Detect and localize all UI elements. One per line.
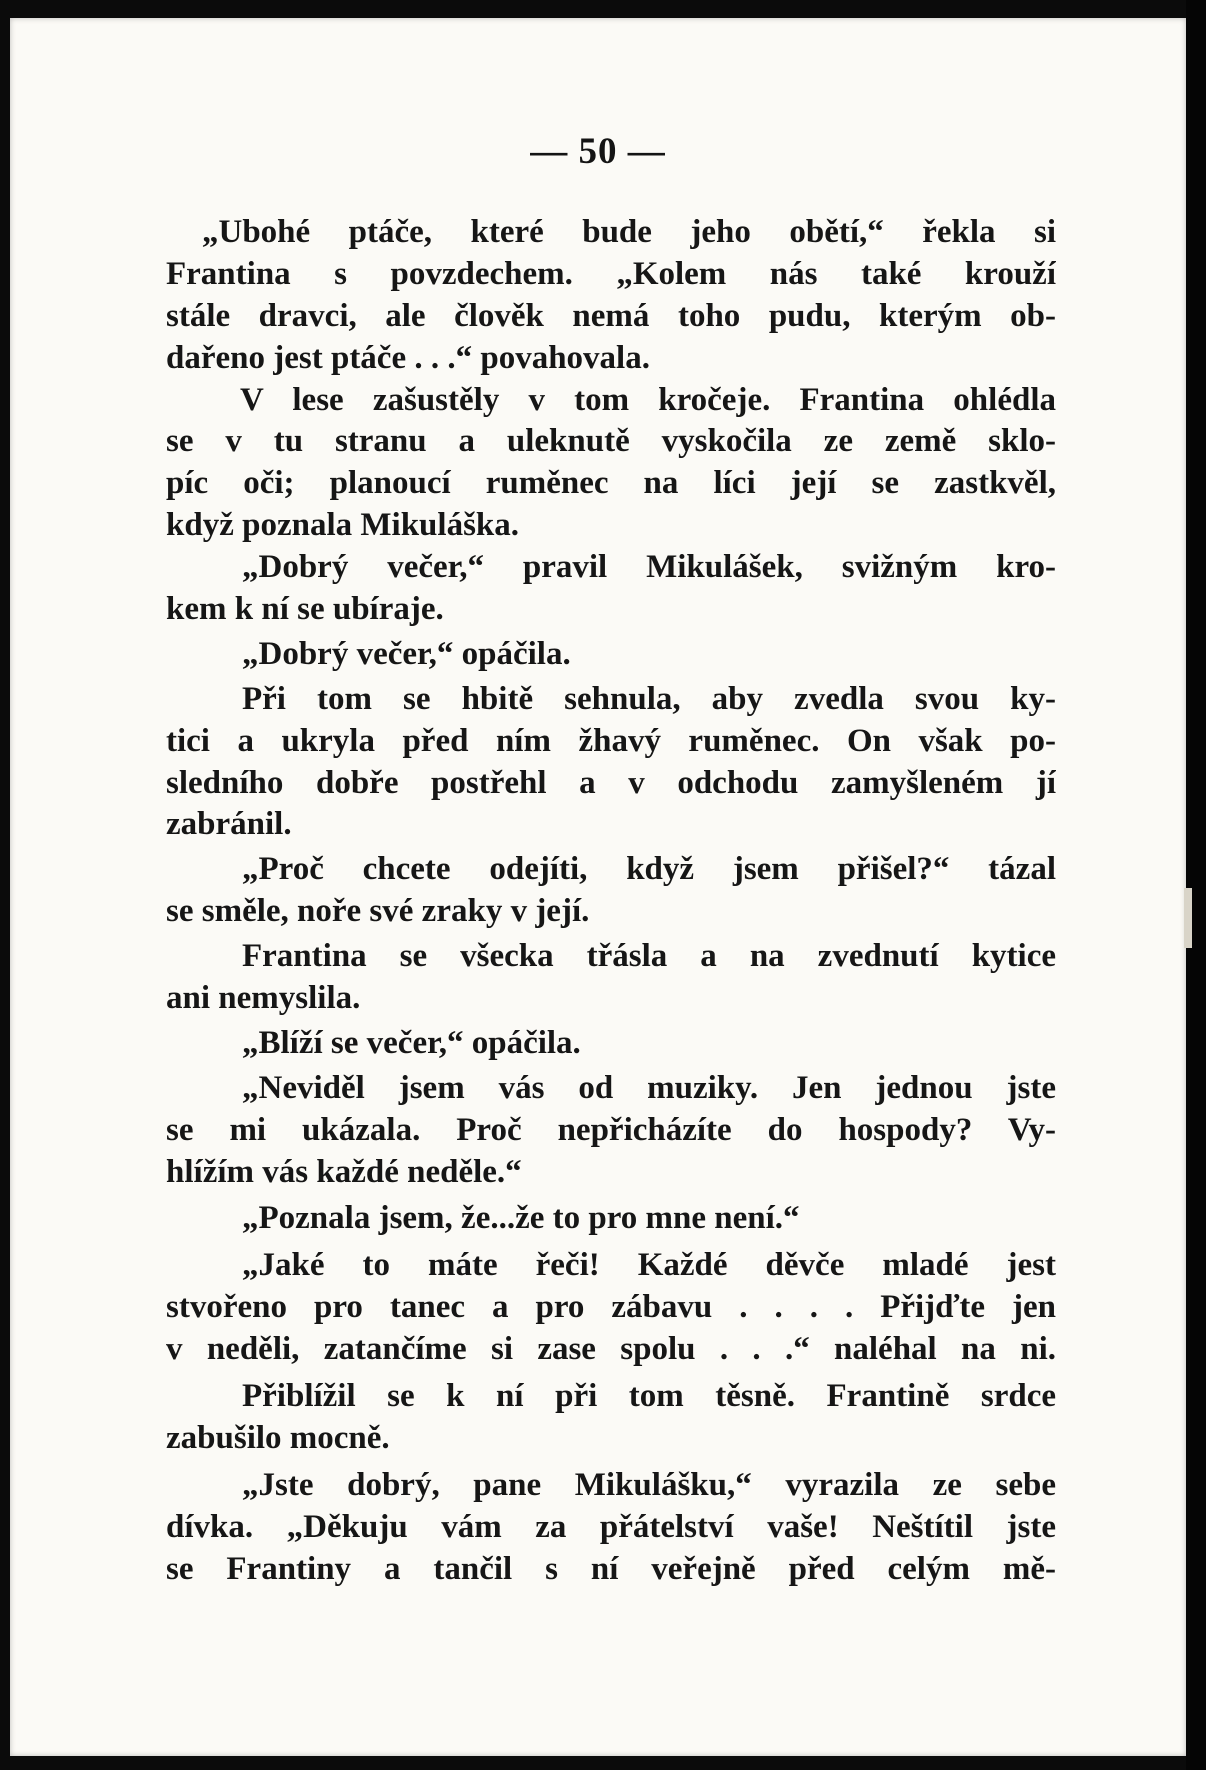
- text-line: Přiblížil se k ní při tom těsně. Frantině srdce: [242, 1378, 1056, 1415]
- text-line: stvořeno pro tanec a pro zábavu . . . . Přijďte jen: [166, 1289, 1056, 1326]
- text-line: stále dravci, ale člověk nemá toho pudu, kterým ob-: [166, 297, 1056, 334]
- text-line: Frantina s povzdechem. „Kolem nás také krouží: [166, 255, 1056, 292]
- text-line: „Dobrý večer,“ pravil Mikulášek, svižným kro-: [242, 549, 1056, 586]
- text-line: se mi ukázala. Proč nepřicházíte do hospody? Vy-: [166, 1111, 1056, 1148]
- text-line: dařeno jest ptáče . . .“ povahovala.: [166, 339, 650, 376]
- text-line: dívka. „Děkuju vám za přátelství vaše! Neštítil jste: [166, 1508, 1056, 1545]
- text-line: „Neviděl jsem vás od muziky. Jen jednou jste: [242, 1069, 1056, 1106]
- text-line: Frantina se všecka třásla a na zvednutí kytice: [242, 938, 1056, 975]
- text-line: „Poznala jsem, že...že to pro mne není.“: [242, 1200, 800, 1237]
- text-line: „Dobrý večer,“ opáčila.: [242, 635, 571, 672]
- book-page: [10, 18, 1186, 1756]
- text-line: když poznala Mikuláška.: [166, 507, 520, 544]
- text-line: „Jaké to máte řeči! Každé děvče mladé jest: [242, 1247, 1056, 1284]
- page-number: — 50 —: [530, 131, 666, 172]
- text-line: se směle, noře své zraky v její.: [166, 893, 590, 930]
- text-line: hlížím vás každé neděle.“: [166, 1153, 522, 1190]
- text-line: se v tu stranu a uleknutě vyskočila ze země sklo-: [166, 423, 1056, 460]
- text-line: kem k ní se ubíraje.: [166, 591, 444, 628]
- text-line: Při tom se hbitě sehnula, aby zvedla svou ky-: [242, 680, 1056, 717]
- body-text: [166, 212, 1056, 1591]
- text-line: ani nemyslila.: [166, 980, 361, 1017]
- text-line: zabušilo mocně.: [166, 1419, 390, 1456]
- text-line: se Frantiny a tančil s ní veřejně před celým mě-: [166, 1550, 1056, 1587]
- text-line: „Jste dobrý, pane Mikulášku,“ vyrazila ze sebe: [242, 1466, 1056, 1503]
- scan-border: [1186, 0, 1206, 1770]
- text-line: „Proč chcete odejíti, když jsem přišel?“ tázal: [242, 851, 1056, 888]
- text-line: „Ubohé ptáče, které bude jeho obětí,“ řekla si: [202, 214, 1056, 250]
- text-line: v neděli, zatančíme si zase spolu . . .“ naléhal na ni.: [166, 1331, 1056, 1368]
- text-line: tici a ukryla před ním žhavý ruměnec. On však po-: [166, 722, 1056, 759]
- text-line: „Blíží se večer,“ opáčila.: [242, 1024, 581, 1061]
- page-edge-mark: [1184, 888, 1192, 948]
- text-line: píc oči; planoucí ruměnec na líci její se zastkvěl,: [166, 465, 1056, 502]
- text-line: sledního dobře postřehl a v odchodu zamyšleném jí: [166, 764, 1056, 801]
- text-line: V lese zašustěly v tom kročeje. Frantina ohlédla: [240, 381, 1056, 418]
- text-line: zabránil.: [166, 806, 292, 843]
